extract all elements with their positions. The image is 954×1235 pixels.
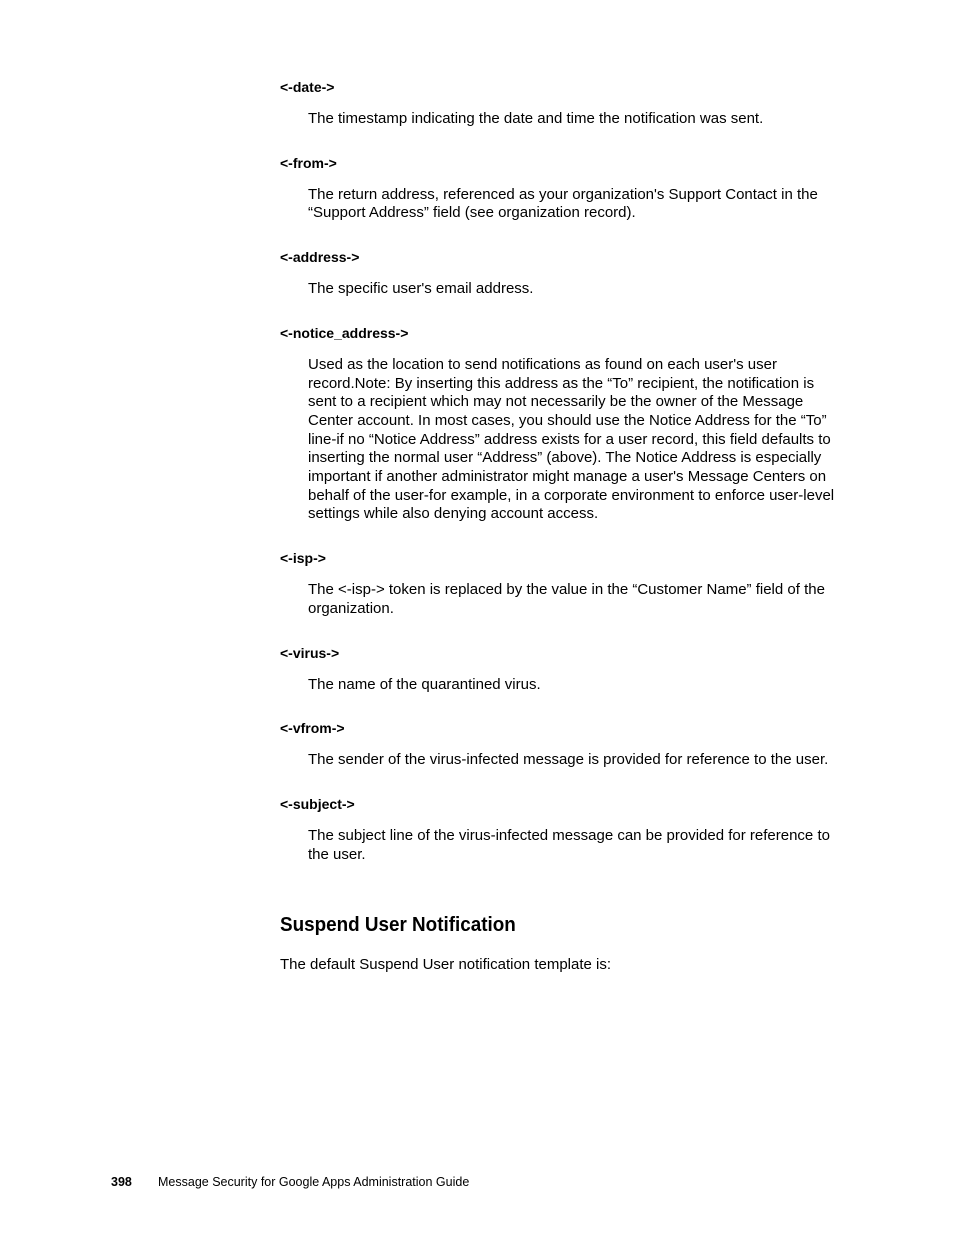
definition-entry-from	[280, 154, 840, 223]
term-date: <-date->	[280, 79, 335, 95]
description-notice-address: Used as the location to send notifications as found on each user's user record.Note: By inserting this address as the “To” recipient, the notification is sent to a recipient which may not necessarily be the owner of the Message Center account. In most cases, you should use the Notice Address for the “To” line-if no “Notice Address” address exists for a user record, this field defaults to inserting the normal user “Address” (above). The Notice Address is especially important if another administrator might manage a user's Message Centers on behalf of the user-for example, in a corporate environment to enforce user-level settings while also denying account access.	[308, 355, 835, 523]
term-subject: <-subject->	[280, 795, 355, 812]
term-virus: <-virus->	[280, 644, 340, 661]
guide-title: Message Security for Google Apps Administration Guide	[158, 1175, 470, 1189]
term-address: <-address->	[280, 249, 360, 266]
term-isp: <-isp->	[280, 550, 326, 567]
description-date: The timestamp indicating the date and time the notification was sent.	[308, 110, 764, 127]
definition-entry-address	[280, 248, 840, 299]
description-vfrom: The sender of the virus-infected message is provided for reference to the user.	[308, 751, 829, 769]
page-content	[280, 78, 840, 975]
term-notice-address: <-notice_address->	[280, 324, 409, 341]
definition-entry-subject	[280, 795, 840, 864]
description-address: The specific user's email address.	[308, 280, 534, 298]
term-from: <-from->	[280, 154, 337, 171]
page-number: 398	[111, 1175, 132, 1189]
term-vfrom: <-vfrom->	[280, 720, 345, 737]
section-body: The default Suspend User notification template is:	[280, 956, 612, 974]
definition-entry-vfrom	[280, 719, 840, 770]
page-footer	[111, 1174, 469, 1190]
description-from: The return address, referenced as your organization's Support Contact in the “Support Address” field (see organization record).	[308, 185, 818, 222]
section-heading: Suspend User Notification	[280, 913, 516, 937]
description-subject: The subject line of the virus-infected message can be provided for reference to the user.	[308, 826, 830, 863]
description-virus: The name of the quarantined virus.	[308, 675, 541, 693]
definition-entry-notice-address	[280, 324, 840, 524]
definition-entry-date	[280, 78, 840, 129]
definition-entry-isp	[280, 549, 840, 618]
definition-entry-virus	[280, 644, 840, 695]
description-isp: The <-isp-> token is replaced by the value in the “Customer Name” field of the organization.	[308, 581, 825, 617]
